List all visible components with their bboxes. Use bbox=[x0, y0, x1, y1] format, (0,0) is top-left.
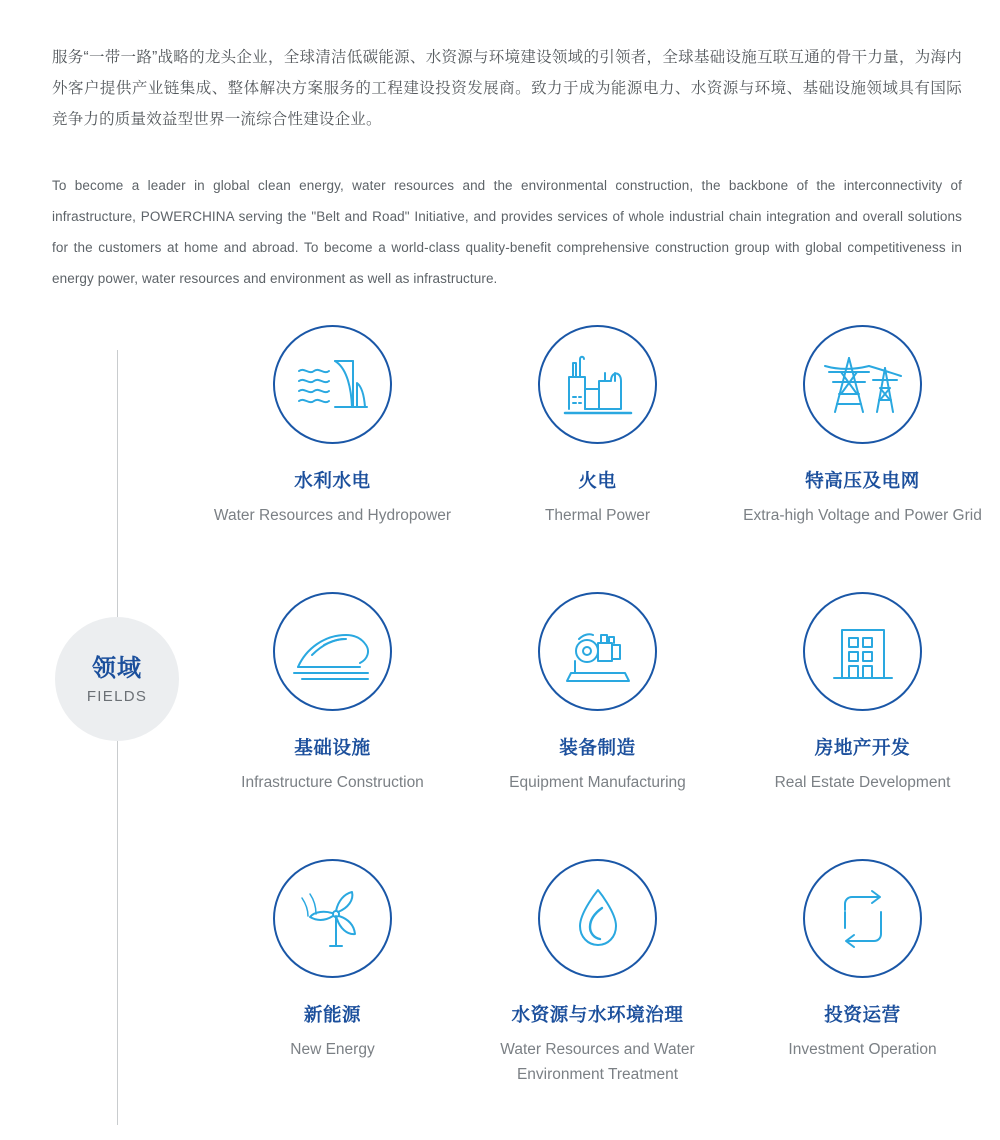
field-icon-circle bbox=[803, 325, 922, 444]
field-item-real-estate[interactable] bbox=[730, 592, 995, 859]
field-icon-circle bbox=[803, 859, 922, 978]
wind-turbine-icon bbox=[296, 888, 370, 950]
field-label-english: Water Resources and Water Environment Treatment bbox=[500, 1041, 695, 1083]
thermal-power-plant-icon bbox=[563, 353, 633, 417]
machinery-equipment-icon bbox=[563, 621, 633, 683]
field-icon-circle bbox=[273, 859, 392, 978]
field-label-chinese: 特高压及电网 bbox=[805, 470, 920, 491]
intro-paragraph-english: To become a leader in global clean energy, water resources and the environmental construction, the backbone of the interconnectivity of infrastructure, POWERCHINA serving the "Belt and Road" Initiative, and provides services of whole industrial chain integration and overall solutions for the customers at home and abroad. To become a world-class quality-benefit comprehensive construction group with global competitiveness in energy power, water resources and environment as well as infrastructure. bbox=[52, 177, 962, 286]
field-label-chinese: 水资源与水环境治理 bbox=[511, 1004, 684, 1025]
field-icon-circle bbox=[538, 592, 657, 711]
field-label-english: Investment Operation bbox=[788, 1041, 937, 1058]
field-icon-circle bbox=[538, 859, 657, 978]
field-label-chinese: 装备制造 bbox=[559, 737, 636, 758]
intro-section bbox=[52, 26, 962, 307]
field-label-english: Extra-high Voltage and Power Grid bbox=[743, 507, 982, 524]
field-label-chinese: 水利水电 bbox=[294, 470, 371, 491]
fields-badge bbox=[55, 617, 179, 741]
field-item-investment-operation[interactable] bbox=[730, 859, 995, 1126]
fields-section bbox=[0, 305, 1000, 1125]
field-label-chinese: 投资运营 bbox=[824, 1004, 901, 1025]
field-label-english: Infrastructure Construction bbox=[241, 774, 424, 791]
fields-badge-label-chinese: 领域 bbox=[92, 654, 142, 682]
intro-paragraph-chinese: 服务“一带一路”战略的龙头企业，全球清洁低碳能源、水资源与环境建设领域的引领者，全球基础设施互联互通的骨干力量，为海内外客户提供产业链集成、整体解决方案服务的工程建设投资发展商。致力于成为能源电力、水资源与环境、基础设施领域具有国际竞争力的质量效益型世界一流综合性建设企业。 bbox=[52, 48, 962, 128]
field-label-english: Equipment Manufacturing bbox=[509, 774, 686, 791]
field-label-english: Thermal Power bbox=[544, 507, 651, 524]
field-item-thermal-power[interactable] bbox=[465, 325, 730, 592]
fields-badge-label-english: FIELDS bbox=[86, 687, 148, 705]
field-label-english: Water Resources and Hydropower bbox=[213, 507, 452, 524]
transmission-tower-icon bbox=[823, 354, 903, 416]
field-item-new-energy[interactable] bbox=[200, 859, 465, 1126]
high-speed-train-icon bbox=[292, 623, 374, 681]
field-label-english: Real Estate Development bbox=[774, 774, 951, 791]
field-label-chinese: 新能源 bbox=[303, 1004, 362, 1025]
field-icon-circle bbox=[803, 592, 922, 711]
field-icon-circle bbox=[538, 325, 657, 444]
field-label-english: New Energy bbox=[290, 1041, 375, 1058]
field-label-chinese: 基础设施 bbox=[294, 737, 371, 758]
field-item-equipment-manufacturing[interactable] bbox=[465, 592, 730, 859]
field-item-water-environment[interactable] bbox=[465, 859, 730, 1126]
field-label-chinese: 房地产开发 bbox=[814, 737, 911, 758]
field-item-hydropower[interactable] bbox=[200, 325, 465, 592]
building-icon bbox=[832, 620, 894, 684]
field-icon-circle bbox=[273, 325, 392, 444]
dam-hydropower-icon bbox=[295, 353, 371, 417]
field-icon-circle bbox=[273, 592, 392, 711]
water-drop-icon bbox=[572, 886, 624, 952]
field-item-infrastructure[interactable] bbox=[200, 592, 465, 859]
field-label-chinese: 火电 bbox=[578, 470, 617, 491]
field-item-power-grid[interactable] bbox=[730, 325, 995, 592]
recycle-arrows-icon bbox=[831, 888, 895, 950]
fields-grid bbox=[200, 325, 1000, 1126]
